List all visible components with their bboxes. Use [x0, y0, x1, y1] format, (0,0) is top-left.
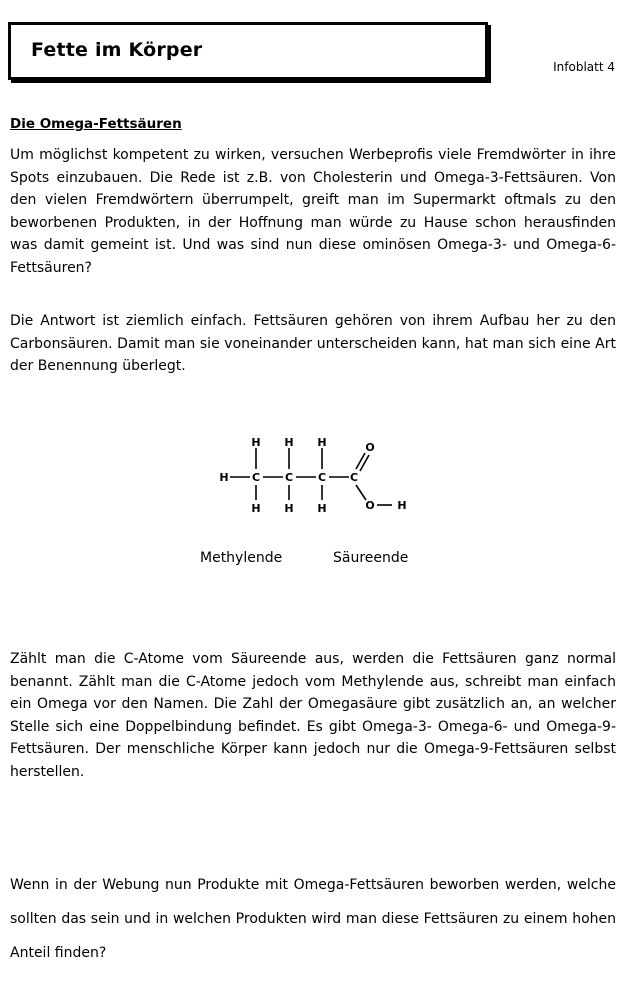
atom-c: C [251, 471, 261, 484]
sheet-label: Infoblatt 4 [553, 60, 615, 74]
atom-h: H [317, 502, 327, 515]
atom-c: C [317, 471, 327, 484]
butyric-acid-structure [0, 425, 629, 625]
atom-c: C [284, 471, 294, 484]
paragraph-intro: Um möglichst kompetent zu wirken, versuchen Werbeprofis viele Fremdwörter in ihre Spots einzubauen. Die Rede ist z.B. von Cholesterin und Omega-3-Fettsäuren. Von den vielen Fremdwörtern überrumpelt, greift man im Supermarkt oftmals zu den beworbenen Produkten, in der Hoffnung man würde zu Hause schon herausfinden was damit gemeint ist. Und was sind nun diese ominösen Omega-3- und Omega-6-Fettsäuren? [10, 147, 616, 276]
section-heading: Die Omega-Fettsäuren [10, 116, 182, 132]
atom-h: H [284, 502, 294, 515]
atom-h: H [219, 471, 229, 484]
label-acid-end: Säureende [333, 550, 409, 566]
paragraph-answer: Die Antwort ist ziemlich einfach. Fettsäuren gehören von ihrem Aufbau her zu den Carbonsäuren. Damit man sie voneinander unterscheiden kann, hat man sich eine Art der Benennung überlegt. [10, 313, 616, 374]
atom-o: O [365, 441, 375, 454]
atom-o: O [365, 499, 375, 512]
title-box [8, 22, 488, 80]
label-methyl-end: Methylende [200, 550, 283, 566]
atom-h: H [251, 436, 261, 449]
atom-h: H [251, 502, 261, 515]
paragraph-question: Wenn in der Webung nun Produkte mit Omega-Fettsäuren beworben werden, welche sollten das sein und in welchen Produkten wird man diese Fettsäuren zu einem hohen Anteil finden? [10, 877, 616, 961]
atom-h: H [397, 499, 407, 512]
paragraph-naming: Zählt man die C-Atome vom Säureende aus, werden die Fettsäuren ganz normal benannt. Zählt man die C-Atome jedoch vom Methylende aus, schreibt man einfach ein Omega vor den Namen. Die Zahl der Omegasäure gibt zusätzlich an, an welcher Stelle sich eine Doppelbindung befindet. Es gibt Omega-3- Omega-6- und Omega-9-Fettsäuren. Der menschliche Körper kann jedoch nur die Omega-9-Fettsäuren selbst herstellen. [10, 651, 616, 780]
atom-c: C [349, 471, 359, 484]
atom-h: H [284, 436, 294, 449]
page-title: Fette im Körper [31, 39, 203, 61]
atom-h: H [317, 436, 327, 449]
